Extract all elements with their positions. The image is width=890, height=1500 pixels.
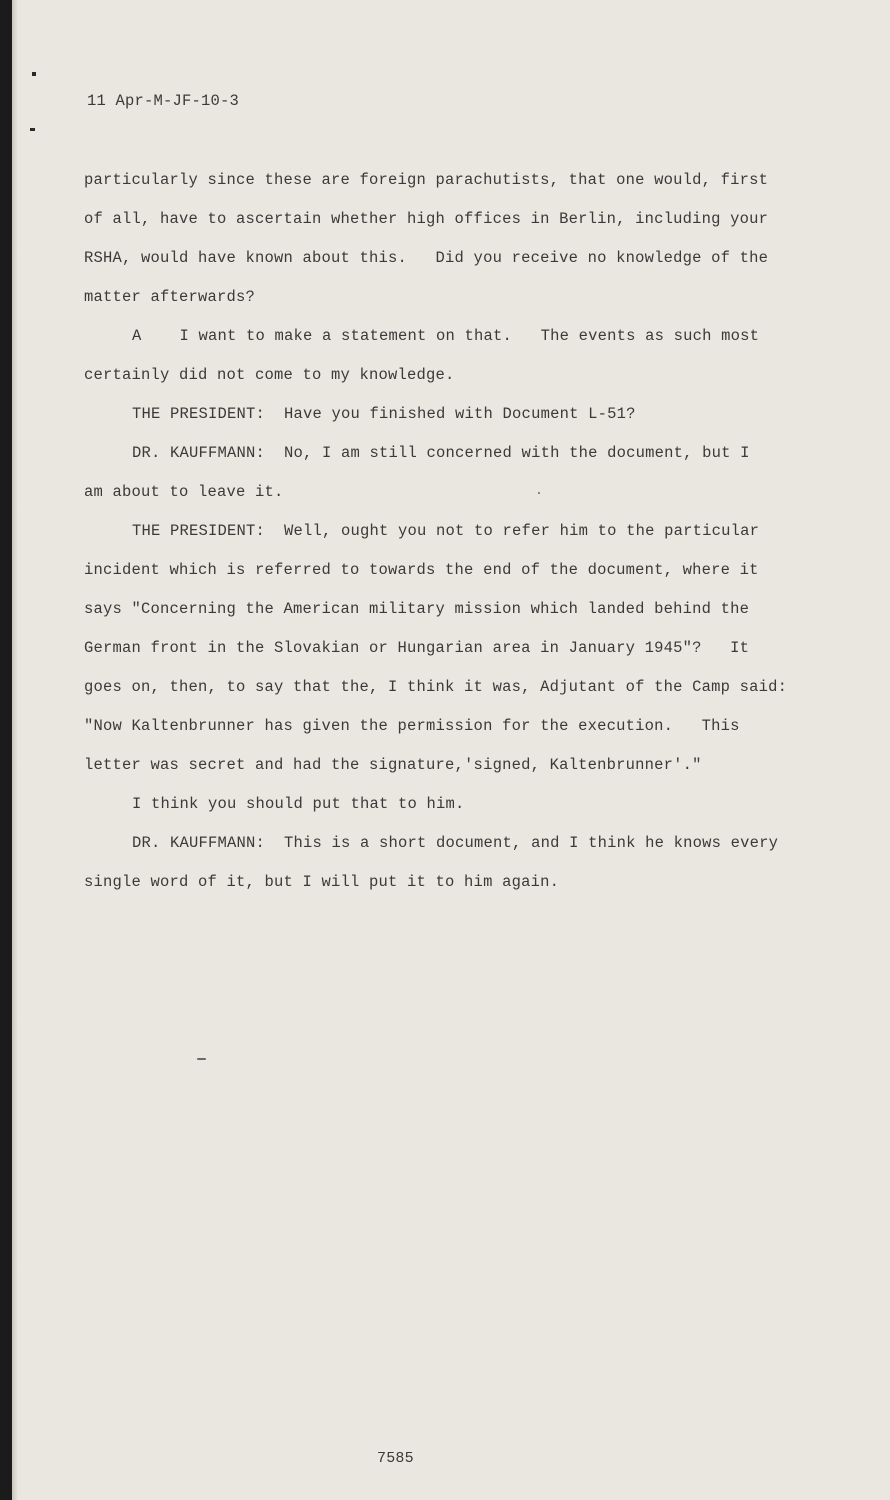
- transcript-line: goes on, then, to say that the, I think it was, Adjutant of the Camp said:: [84, 678, 788, 696]
- document-header: 11 Apr-M-JF-10-3: [87, 92, 240, 110]
- transcript-body: [84, 166, 804, 907]
- transcript-line: German front in the Slovakian or Hungarian area in January 1945"? It: [84, 639, 750, 657]
- transcript-line: of all, have to ascertain whether high offices in Berlin, including your: [84, 210, 769, 228]
- transcript-line: am about to leave it.: [84, 483, 284, 501]
- transcript-line: RSHA, would have known about this. Did you receive no knowledge of the: [84, 249, 769, 267]
- transcript-line: certainly did not come to my knowledge.: [84, 366, 455, 384]
- transcript-line: DR. KAUFFMANN: This is a short document, and I think he knows every: [132, 834, 779, 852]
- page-edge-shadow: [12, 0, 18, 1500]
- transcript-line: single word of it, but I will put it to him again.: [84, 873, 560, 891]
- page-number: 7585: [377, 1450, 414, 1467]
- transcript-line: incident which is referred to towards the end of the document, where it: [84, 561, 759, 579]
- transcript-line: I think you should put that to him.: [132, 795, 465, 813]
- transcript-line: matter afterwards?: [84, 288, 256, 306]
- transcript-line: letter was secret and had the signature,'signed, Kaltenbrunner'.": [84, 756, 702, 774]
- transcript-line: says "Concerning the American military mission which landed behind the: [84, 600, 750, 618]
- transcript-line: A I want to make a statement on that. The events as such most: [132, 327, 760, 345]
- transcript-line: THE PRESIDENT: Have you finished with Document L-51?: [132, 405, 636, 423]
- punch-mark-top: [32, 72, 36, 76]
- transcript-line: particularly since these are foreign parachutists, that one would, first: [84, 171, 769, 189]
- paper-speck: [538, 492, 540, 494]
- punch-mark-bottom: [30, 128, 35, 131]
- paper-speck: [197, 1058, 206, 1060]
- transcript-line: THE PRESIDENT: Well, ought you not to refer him to the particular: [132, 522, 760, 540]
- transcript-line: "Now Kaltenbrunner has given the permission for the execution. This: [84, 717, 740, 735]
- transcript-line: DR. KAUFFMANN: No, I am still concerned with the document, but I: [132, 444, 750, 462]
- document-page: [12, 0, 890, 1500]
